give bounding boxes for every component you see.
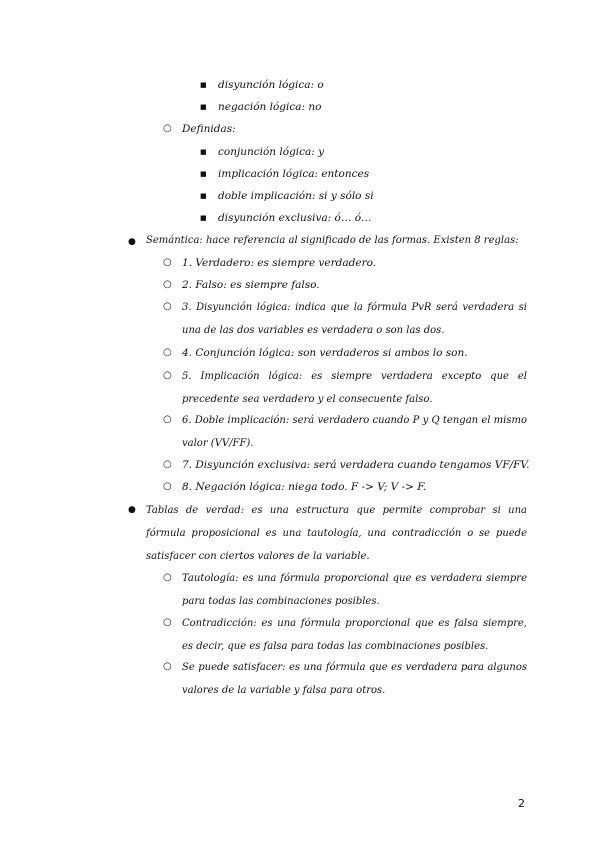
list-item: 6. Doble implicación: será verdadero cuando P y Q tengan el mismo valor (VV/FF). <box>182 415 527 449</box>
circle-bullet-icon: ○ <box>163 370 172 381</box>
list-item: doble implicación: si y sólo si <box>218 190 374 202</box>
circle-bullet-icon: ○ <box>163 459 172 470</box>
list-item: 5. Implicación lógica: es siempre verdadera excepto que el precedente sea verdadero y el consecuente falso. <box>182 371 527 405</box>
square-bullet-icon: ■ <box>200 214 207 222</box>
filled-bullet-icon: ● <box>128 505 136 515</box>
list-item: disyunción lógica: o <box>218 79 324 91</box>
circle-bullet-icon: ○ <box>163 347 172 358</box>
list-item: Contradicción: es una fórmula proporcional que es falsa siempre, es decir, que es falsa para todas las combinaciones posibles. <box>182 618 527 652</box>
square-bullet-icon: ■ <box>200 192 207 200</box>
page-number: 2 <box>518 797 525 810</box>
circle-bullet-icon: ○ <box>163 481 172 492</box>
circle-bullet-icon: ○ <box>163 661 172 672</box>
list-item: 2. Falso: es siempre falso. <box>182 279 320 291</box>
list-item: 1. Verdadero: es siempre verdadero. <box>182 257 377 269</box>
list-item: Tautología: es una fórmula proporcional que es verdadera siempre para todas las combinaciones posibles. <box>182 573 527 607</box>
filled-bullet-icon: ● <box>128 237 136 247</box>
square-bullet-icon: ■ <box>200 170 207 178</box>
list-item: 3. Disyunción lógica: indica que la fórmula PvR será verdadera si una de las dos variables es verdadera o son las dos. <box>182 302 527 336</box>
circle-bullet-icon: ○ <box>163 279 172 290</box>
circle-bullet-icon: ○ <box>163 301 172 312</box>
list-item: 8. Negación lógica: niega todo. F -> V; V -> F. <box>182 481 427 493</box>
list-item: Definidas: <box>182 123 236 135</box>
square-bullet-icon: ■ <box>200 148 207 156</box>
list-item: negación lógica: no <box>218 101 322 113</box>
list-item: disyunción exclusiva: ó… ó… <box>218 212 372 224</box>
list-item: 7. Disyunción exclusiva: será verdadera cuando tengamos VF/FV. <box>182 459 530 471</box>
list-item: conjunción lógica: y <box>218 146 325 158</box>
circle-bullet-icon: ○ <box>163 414 172 425</box>
square-bullet-icon: ■ <box>200 81 207 89</box>
list-item: 4. Conjunción lógica: son verdaderos si ambos lo son. <box>182 347 468 359</box>
circle-bullet-icon: ○ <box>163 257 172 268</box>
square-bullet-icon: ■ <box>200 103 207 111</box>
circle-bullet-icon: ○ <box>163 572 172 583</box>
list-item: implicación lógica: entonces <box>218 168 370 180</box>
list-item: Semántica: hace referencia al significado de las formas. Existen 8 reglas: <box>146 235 519 246</box>
list-item: Se puede satisfacer: es una fórmula que es verdadera para algunos valores de la variable y falsa para otros. <box>182 662 527 696</box>
circle-bullet-icon: ○ <box>163 617 172 628</box>
circle-bullet-icon: ○ <box>163 123 172 134</box>
list-item: Tablas de verdad: es una estructura que permite comprobar si una fórmula proposicional es una tautología, una contradicción o se puede satisfacer con ciertos valores de la variable. <box>146 505 527 562</box>
